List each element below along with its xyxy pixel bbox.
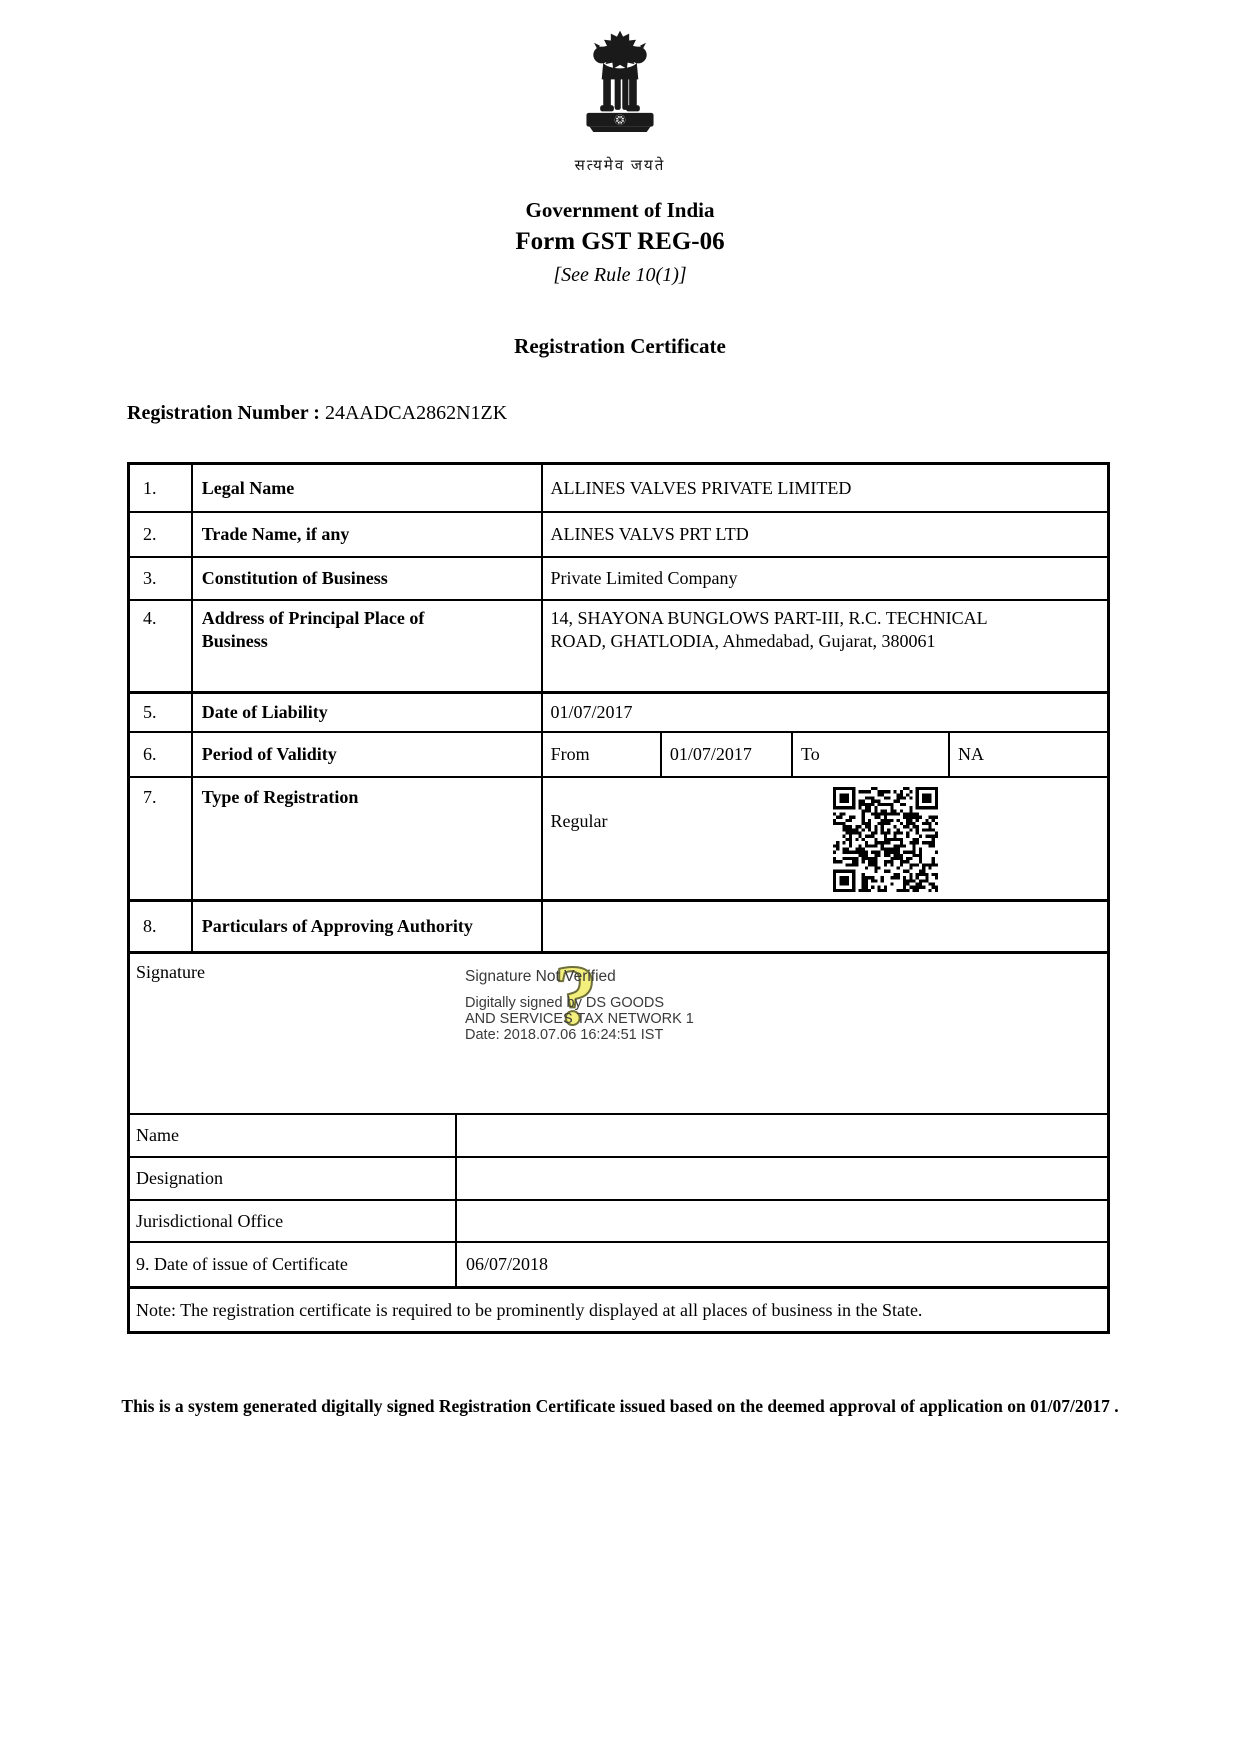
qr-code <box>832 787 939 892</box>
row-value <box>457 1158 1107 1199</box>
validity-from-value: 01/07/2017 <box>662 733 793 776</box>
row-label: Period of Validity <box>193 733 543 776</box>
row-label: Name <box>130 1115 457 1156</box>
emblem-block <box>0 26 1240 175</box>
row-value: Private Limited Company <box>550 568 738 589</box>
row-label: Address of Principal Place of Business <box>193 601 543 691</box>
row-label: Legal Name <box>193 465 543 511</box>
row-number: 1. <box>130 465 193 511</box>
registration-number-value: 24AADCA2862N1ZK <box>324 402 508 424</box>
table-row-period-of-validity <box>130 731 1107 776</box>
row-value: 01/07/2017 <box>550 702 633 723</box>
stamp-line-not-verified: Signature Not Verified <box>465 968 616 985</box>
table-row-legal-name <box>130 465 1107 511</box>
table-row-date-of-liability <box>130 691 1107 731</box>
row-value: ALINES VALVS PRT LTD <box>550 524 749 545</box>
emblem-of-india-icon <box>574 26 666 148</box>
row-label: Designation <box>130 1158 457 1199</box>
row-label: Type of Registration <box>193 778 543 899</box>
table-row-address <box>130 599 1107 691</box>
signature-label: Signature <box>136 962 205 982</box>
row-label: Date of Liability <box>193 694 543 731</box>
registration-number-line <box>127 402 507 425</box>
row-label: Particulars of Approving Authority <box>193 902 543 951</box>
row-number: 4. <box>130 601 193 691</box>
row-value: 14, SHAYONA BUNGLOWS PART-III, R.C. TECHNICAL ROAD, GHATLODIA, Ahmedabad, Gujarat, 380061 <box>550 608 988 651</box>
row-value <box>457 1201 1107 1241</box>
table-row-constitution <box>130 556 1107 599</box>
stamp-line-network: AND SERVICES TAX NETWORK 1 <box>465 1011 694 1027</box>
row-label: Trade Name, if any <box>193 513 543 556</box>
see-rule-subheading: [See Rule 10(1)] <box>553 264 687 286</box>
emblem-motto: सत्यमेव जयते <box>574 158 666 174</box>
note-row: Note: The registration certificate is required to be prominently displayed at all places of business in the State. <box>130 1286 1107 1331</box>
row-value: ALLINES VALVES PRIVATE LIMITED <box>550 477 852 498</box>
row-number: 2. <box>130 513 193 556</box>
table-row-name <box>130 1113 1107 1156</box>
validity-to-value: NA <box>958 744 985 765</box>
table-row-date-of-issue <box>130 1241 1107 1286</box>
system-generated-footer: This is a system generated digitally signed Registration Certificate issued based on the deemed approval of application on 01/07/2017 . <box>121 1396 1119 1416</box>
digital-signature-stamp <box>465 968 805 1043</box>
validity-to-label: To <box>793 733 950 776</box>
table-row-trade-name <box>130 511 1107 556</box>
row-label: Constitution of Business <box>193 558 543 599</box>
government-of-india-heading: Government of India <box>525 198 715 222</box>
row-label: Jurisdictional Office <box>130 1201 457 1241</box>
registration-certificate-title: Registration Certificate <box>514 334 726 358</box>
table-row-designation <box>130 1156 1107 1199</box>
table-row-jurisdictional-office <box>130 1199 1107 1241</box>
row-number: 6. <box>130 733 193 776</box>
registration-number-label: Registration Number : <box>127 402 320 424</box>
row-value: Regular <box>550 811 608 831</box>
row-number: 8. <box>130 902 193 951</box>
stamp-line-signed-by: Digitally signed by DS GOODS <box>465 995 665 1011</box>
row-number: 3. <box>130 558 193 599</box>
signature-row <box>130 947 1107 1113</box>
validity-cells <box>543 733 1107 776</box>
table-row-type-of-registration <box>130 776 1107 899</box>
row-value <box>543 902 1107 951</box>
row-value <box>457 1115 1107 1156</box>
validity-from-label: From <box>543 733 662 776</box>
row-value: 06/07/2018 <box>466 1254 549 1274</box>
form-gst-reg06-heading: Form GST REG-06 <box>515 228 725 255</box>
row-number: 5. <box>130 694 193 731</box>
table-row-approving-authority <box>130 899 1107 951</box>
row-number: 7. <box>130 778 193 899</box>
row-label: 9. Date of issue of Certificate <box>130 1243 457 1286</box>
stamp-line-date: Date: 2018.07.06 16:24:51 IST <box>465 1027 664 1043</box>
certificate-table <box>127 462 1110 1334</box>
digital-signature-question-mark-icon: ? <box>554 947 597 1043</box>
